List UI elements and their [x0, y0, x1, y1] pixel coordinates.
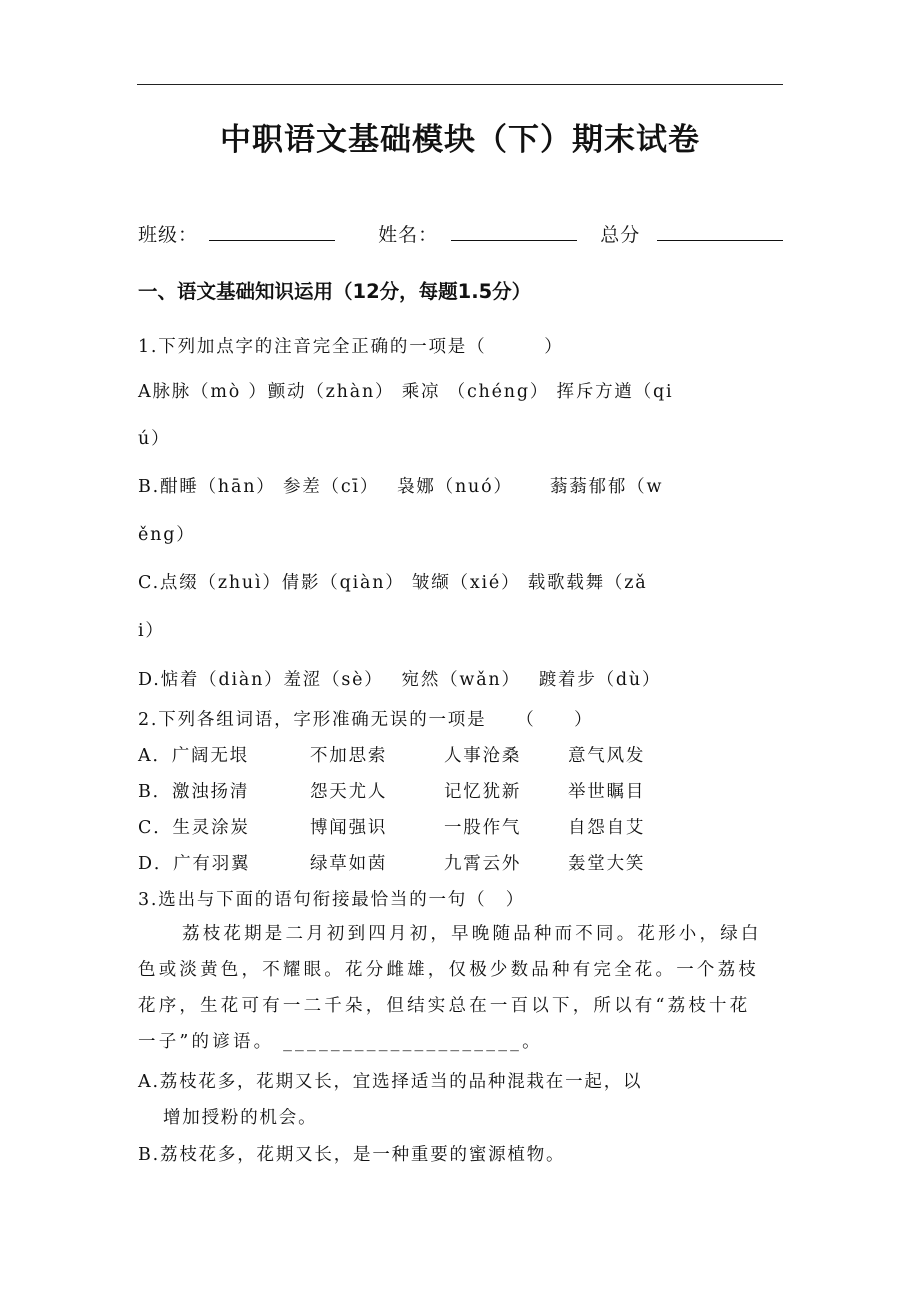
name-blank[interactable]: [451, 222, 577, 241]
class-label: 班级：: [138, 224, 199, 246]
question-1-option-b: B.酣睡（hān） 参差（cī） 袅娜（nuó） 蓊蓊郁郁（w: [138, 477, 664, 497]
option-word: A．广阔无垠: [138, 746, 249, 766]
section-heading: 一、语文基础知识运用（12分，每题1.5分）: [138, 280, 532, 303]
option-word: D．广有羽翼: [138, 854, 251, 874]
score-blank[interactable]: [657, 222, 783, 241]
question-3-option-b: B.荔枝花多，花期又长，是一种重要的蜜源植物。: [138, 1145, 566, 1165]
option-word: 记忆犹新: [444, 782, 522, 802]
question-3-stem: 3.选出与下面的语句衔接最恰当的一句（ ）: [138, 890, 525, 910]
question-3-option-a: A.荔枝花多，花期又长，宜选择适当的品种混栽在一起，以: [138, 1072, 643, 1092]
option-word: C．生灵涂炭: [138, 818, 250, 838]
question-1-option-a: A脉脉（mò ）颤动（zhàn） 乘凉 （chéng） 挥斥方遒（qi: [138, 382, 674, 402]
question-1-option-d: D.惦着（diàn）羞涩（sè） 宛然（wǎn） 踱着步（dù）: [138, 670, 662, 690]
question-3-option-a-cont: 增加授粉的机会。: [163, 1108, 318, 1128]
option-word: 举世瞩目: [568, 782, 646, 802]
class-blank[interactable]: [209, 222, 335, 241]
option-word: 一股作气: [444, 818, 522, 838]
question-3-passage-line: 一子”的谚语。 ____________________。: [138, 1032, 543, 1052]
option-word: B．激浊扬清: [138, 782, 250, 802]
option-word: 轰堂大笑: [568, 854, 646, 874]
question-2-stem: 2.下列各组词语，字形准确无误的一项是 （ ）: [138, 710, 594, 730]
page-title: 中职语文基础模块（下）期末试卷: [220, 122, 700, 158]
question-3-passage-line: 色或淡黄色，不耀眼。花分雌雄，仅极少数品种有完全花。一个荔枝: [138, 960, 759, 980]
question-1-option-c-cont: i）: [138, 621, 165, 641]
option-word: 绿草如茵: [310, 854, 388, 874]
option-word: 博闻强识: [310, 818, 388, 838]
header-row: [138, 220, 783, 247]
option-word: 九霄云外: [444, 854, 522, 874]
question-1-option-b-cont: ěng）: [138, 525, 196, 545]
question-1-option-c: C.点缀（zhuì）倩影（qiàn） 皱缬（xié） 载歌载舞（zǎ: [138, 573, 648, 593]
question-1-stem: 1.下列加点字的注音完全正确的一项是（ ）: [138, 337, 564, 357]
question-3-passage-line: 荔枝花期是二月初到四月初，早晚随品种而不同。花形小，绿白: [182, 924, 762, 944]
option-word: 怨天尤人: [310, 782, 388, 802]
score-label: 总分: [600, 224, 641, 246]
top-rule: [137, 84, 783, 85]
name-label: 姓名：: [378, 224, 439, 246]
option-word: 意气风发: [568, 746, 646, 766]
option-word: 自怨自艾: [568, 818, 646, 838]
option-word: 人事沧桑: [444, 746, 522, 766]
question-1-option-a-cont: ú）: [138, 429, 171, 449]
option-word: 不加思索: [310, 746, 388, 766]
question-3-passage-line: 花序，生花可有一二千朵，但结实总在一百以下，所以有“荔枝十花: [138, 996, 751, 1016]
